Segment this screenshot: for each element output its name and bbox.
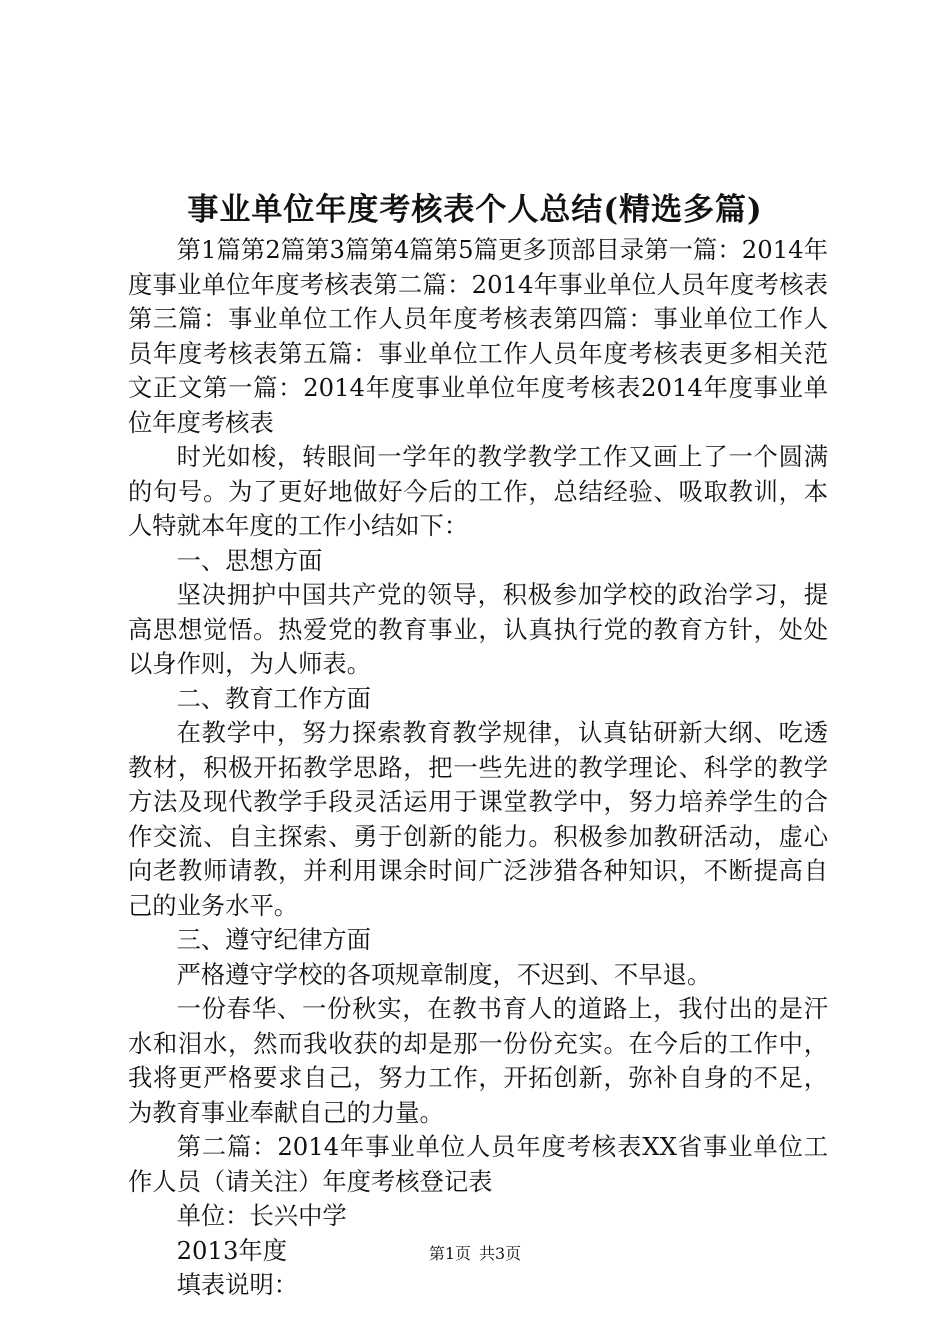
paragraph-discipline: 严格遵守学校的各项规章制度，不迟到、不早退。 [176,959,712,989]
paragraph-conclusion: 一份春华、一份秋实，在教书育人的道路上，我付出的是汗水和泪水，然而我收获的却是那一份份充实。在今后的工作中，我将更严格要求自己，努力工作，开拓创新，弥补自身的不足，为教育事业奉献自己的力量。 [128,994,828,1127]
paragraph-intro: 时光如梭，转眼间一学年的教学教学工作又画上了一个圆满的句号。为了更好地做好今后的工作，总结经验、吸取教训，本人特就本年度的工作小结如下： [128,442,828,540]
page-number: 第1页 [428,1244,471,1263]
section-heading-thought: 一、思想方面 [176,545,323,575]
page-total: 共3页 [479,1244,522,1263]
section-heading-education: 二、教育工作方面 [176,683,371,713]
paragraph-year: 2013年度 [176,1235,288,1265]
paragraph-instructions: 填表说明： [176,1270,299,1299]
page-footer [0,1242,950,1266]
paragraph-toc: 第1篇第2篇第3篇第4篇第5篇更多顶部目录第一篇：2014年度事业单位年度考核表第二篇：2014年事业单位人员年度考核表第三篇：事业单位工作人员年度考核表第四篇：事业单位工作人员年度考核表第五篇：事业单位工作人员年度考核表更多相关范文正文第一篇：2014年度事业单位年度考核表2014年度事业单位年度考核表 [128,235,828,437]
section-heading-discipline: 三、遵守纪律方面 [176,925,371,954]
paragraph-thought: 坚决拥护中国共产党的领导，积极参加学校的政治学习，提高思想觉悟。热爱党的教育事业，认真执行党的教育方针，处处以身作则，为人师表。 [128,580,828,678]
paragraph-second-article: 第二篇：2014年事业单位人员年度考核表XX省事业单位工作人员（请关注）年度考核登记表 [128,1132,828,1196]
document-title: 事业单位年度考核表个人总结(精选多篇) [187,192,763,228]
document-body [128,233,828,1303]
paragraph-unit: 单位：长兴中学 [176,1201,347,1230]
paragraph-education: 在教学中，努力探索教育教学规律，认真钻研新大纲、吃透教材，积极开拓教学思路，把一些先进的教学理论、科学的教学方法及现代教学手段灵活运用于课堂教学中，努力培养学生的合作交流、自主探索、勇于创新的能力。积极参加教研活动，虚心向老教师请教，并利用课余时间广泛涉猎各种知识，不断提高自己的业务水平。 [128,718,828,920]
